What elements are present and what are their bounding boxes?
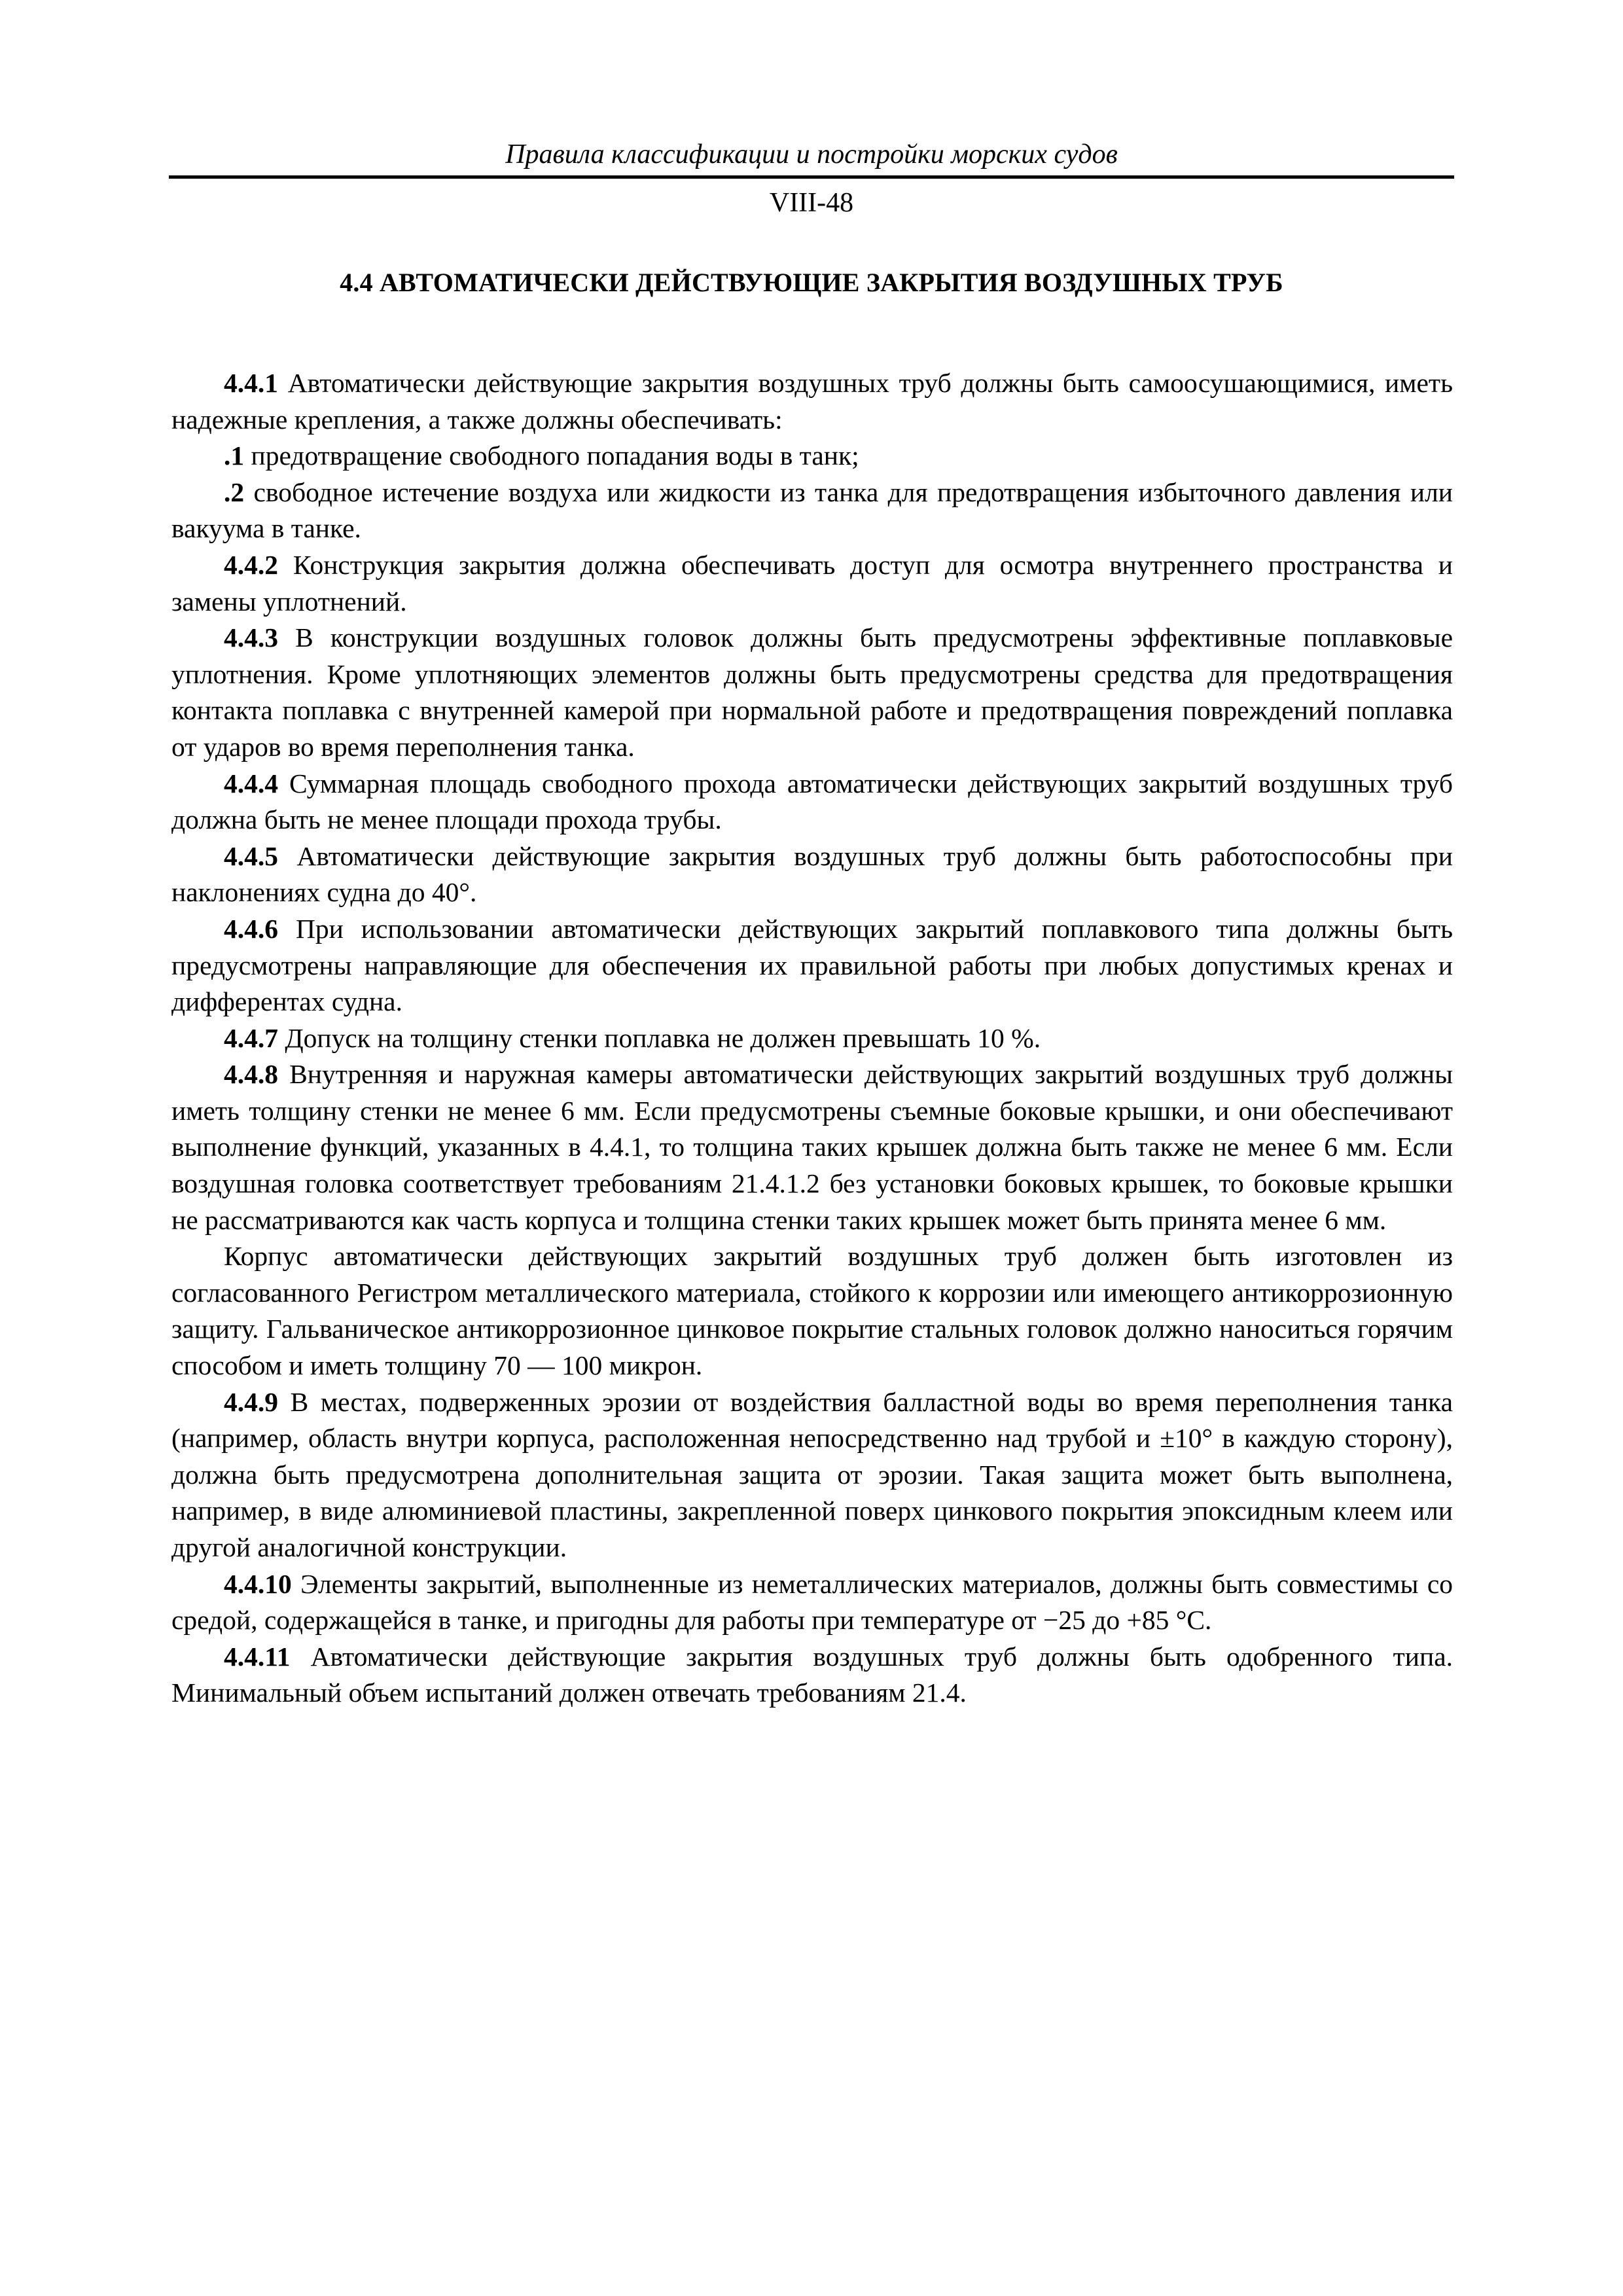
- clause-number: 4.4.3: [224, 622, 278, 653]
- paragraph-text: Корпус автоматически действующих закрытий воздушных труб должен быть изготовлен из согласованного Регистром металлического материала, стойкого к коррозии или имеющего антикоррозионную защиту. Гальваническое антикоррозионное цинковое покрытие стальных головок должно наноситься горячим способом и иметь толщину 70 — 100 микрон.: [171, 1241, 1453, 1381]
- clause-number: 4.4.11: [224, 1641, 291, 1672]
- clause-number: 4.4.7: [224, 1022, 278, 1053]
- paragraph-4-4-6: [171, 911, 1453, 1020]
- paragraph-4-4-4: [171, 766, 1453, 838]
- paragraph-4-4-3: [171, 620, 1453, 765]
- paragraph-4-4-1: [171, 365, 1453, 438]
- clause-number: 4.4.5: [224, 840, 278, 871]
- paragraph-text: Автоматически действующие закрытия воздушных труб должны быть одобренного типа. Минимальный объем испытаний должен отвечать требованиям 21.4.: [171, 1641, 1453, 1708]
- paragraph-4-4-11: [171, 1639, 1453, 1712]
- paragraph-text: Автоматически действующие закрытия воздушных труб должны быть самоосушающимися, иметь надежные крепления, а также должны обеспечивать:: [171, 368, 1453, 435]
- clause-number: 4.4.1: [224, 368, 278, 398]
- paragraph-4-4-2: [171, 547, 1453, 620]
- list-item-2: [171, 475, 1453, 547]
- list-number: .2: [224, 476, 245, 507]
- list-item-1: [171, 438, 1453, 475]
- paragraph-text: Внутренняя и наружная камеры автоматически действующих закрытий воздушных труб должны иметь толщину стенки не менее 6 мм. Если предусмотрены съемные боковые крышки, и они обеспечивают выполнение функций, указанных в 4.4.1, то толщина таких крышек должна быть также не менее 6 мм. Если воздушная головка соответствует требованиям 21.4.1.2 без установки боковых крышек, то боковые крышки не рассматриваются как часть корпуса и толщина стенки таких крышек может быть принята менее 6 мм.: [171, 1059, 1453, 1235]
- paragraph-4-4-9: [171, 1384, 1453, 1566]
- list-number: .1: [224, 440, 245, 471]
- clause-number: 4.4.9: [224, 1386, 278, 1417]
- paragraph-text: предотвращение свободного попадания воды в танк;: [244, 440, 859, 471]
- paragraph-text: В конструкции воздушных головок должны быть предусмотрены эффективные поплавковые уплотнения. Кроме уплотняющих элементов должны быть предусмотрены средства для предотвращения контакта поплавка с внутренней камерой при нормальной работе и предотвращения повреждений поплавка от ударов во время переполнения танка.: [171, 622, 1453, 762]
- paragraph-text: В местах, подверженных эрозии от воздействия балластной воды во время переполнения танка (например, область внутри корпуса, расположенная непосредственно над трубой и ±10° в каждую сторону), должна быть предусмотрена дополнительная защита от эрозии. Такая защита может быть выполнена, например, в виде алюминиевой пластины, закрепленной поверх цинкового покрытия эпоксидным клеем или другой аналогичной конструкции.: [171, 1386, 1453, 1562]
- header-rule: [169, 175, 1454, 179]
- page-number: VIII-48: [769, 188, 854, 218]
- paragraph-4-4-5: [171, 838, 1453, 911]
- paragraph-text: Конструкция закрытия должна обеспечивать доступ для осмотра внутреннего пространства и замены уплотнений.: [171, 549, 1453, 617]
- clause-number: 4.4.4: [224, 768, 278, 798]
- paragraph-4-4-7: [171, 1020, 1453, 1057]
- paragraph-text: свободное истечение воздуха или жидкости из танка для предотвращения избыточного давления или вакуума в танке.: [171, 476, 1453, 544]
- running-header-title: Правила классификации и постройки морских судов: [505, 139, 1118, 170]
- paragraph-text: Суммарная площадь свободного прохода автоматически действующих закрытий воздушных труб должна быть не менее площади прохода трубы.: [171, 768, 1453, 835]
- paragraph-text: При использовании автоматически действующих закрытий поплавкового типа должны быть предусмотрены направляющие для обеспечения их правильной работы при любых допустимых кренах и дифферентах судна.: [171, 913, 1453, 1017]
- paragraph-text: Допуск на толщину стенки поплавка не должен превышать 10 %.: [278, 1022, 1041, 1053]
- section-title: 4.4 АВТОМАТИЧЕСКИ ДЕЙСТВУЮЩИЕ ЗАКРЫТИЯ ВОЗДУШНЫХ ТРУБ: [340, 268, 1283, 297]
- paragraph-4-4-10: [171, 1566, 1453, 1639]
- clause-number: 4.4.2: [224, 549, 278, 580]
- paragraph-text: Автоматически действующие закрытия воздушных труб должны быть работоспособны при наклонениях судна до 40°.: [171, 840, 1453, 908]
- clause-number: 4.4.6: [224, 913, 278, 944]
- paragraph-4-4-8-continued: [171, 1238, 1453, 1384]
- body-text: [171, 365, 1453, 1712]
- paragraph-text: Элементы закрытий, выполненные из неметаллических материалов, должны быть совместимы со средой, содержащейся в танке, и пригодны для работы при температуре от −25 до +85 °С.: [171, 1568, 1453, 1636]
- paragraph-4-4-8: [171, 1056, 1453, 1238]
- clause-number: 4.4.10: [224, 1568, 292, 1599]
- clause-number: 4.4.8: [224, 1059, 278, 1090]
